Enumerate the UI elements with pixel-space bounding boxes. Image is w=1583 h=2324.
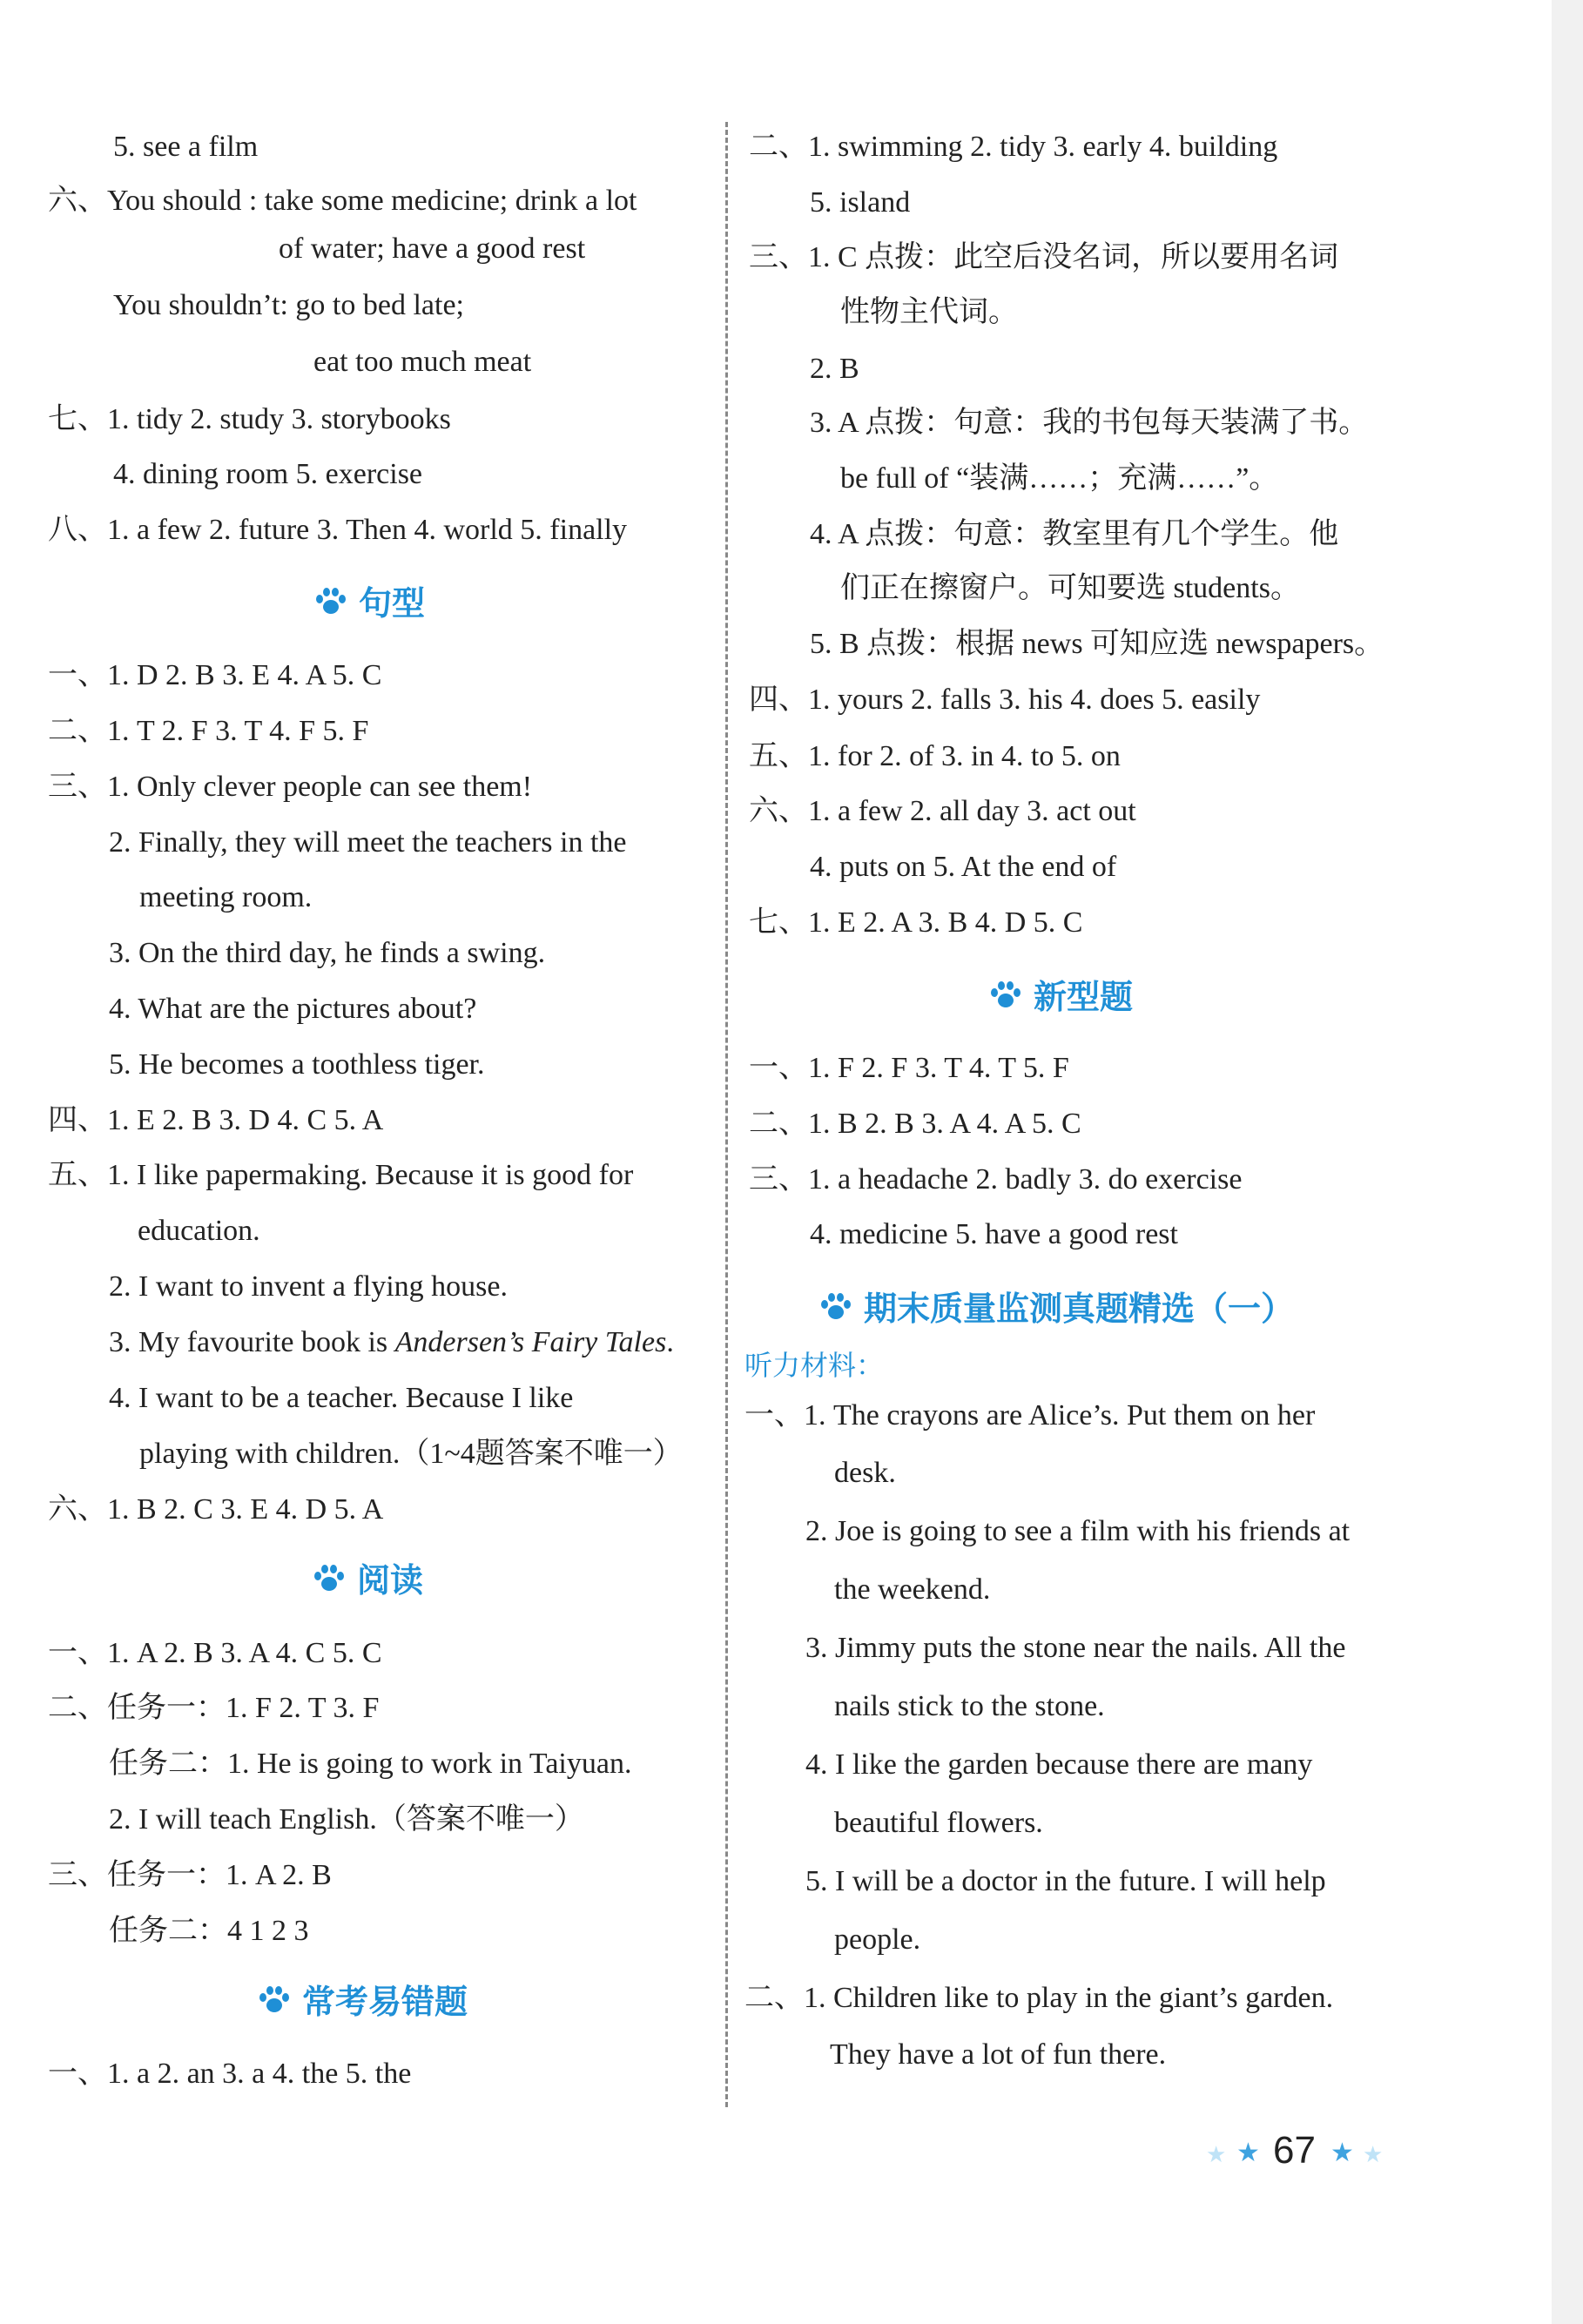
answer-text: 5. He becomes a toothless tiger. <box>109 1048 485 1081</box>
answer-text: 5. island <box>810 186 911 219</box>
answer-line <box>113 454 422 495</box>
answer-line <box>48 1687 379 1729</box>
book-title: Andersen’s Fairy Tales <box>394 1326 667 1358</box>
answer-text: be full of “装满……；充满……”。 <box>840 462 1279 495</box>
answer-line <box>313 341 531 383</box>
answer-line <box>109 988 476 1030</box>
section-heading-text: 阅读 <box>357 1561 424 1600</box>
answer-line <box>48 1155 633 1196</box>
answer-text: 一、1. The crayons are Alice’s. Put them on her <box>744 1399 1316 1431</box>
answer-line <box>810 514 1338 556</box>
answer-text: 三、1. Only clever people can see them! <box>48 771 533 803</box>
section-heading <box>988 975 1133 1019</box>
answer-line <box>48 509 627 551</box>
answer-text: 4. A 点拨：句意：教室里有几个学生。他 <box>810 518 1339 550</box>
answer-text: 二、1. swimming 2. tidy 3. early 4. building <box>749 131 1278 163</box>
page-number: 67 <box>1273 2129 1316 2172</box>
answer-line <box>810 1214 1178 1256</box>
section-heading-text: 常考易错题 <box>302 1983 468 2021</box>
answer-text: 三、任务一：1. A 2. B <box>48 1859 332 1891</box>
paw-icon <box>257 1985 292 2015</box>
answer-line <box>805 1511 1350 1553</box>
answer-text: 三、1. C 点拨：此空后没名词，所以要用名词 <box>749 241 1339 273</box>
answer-line <box>48 655 381 697</box>
answer-text: 2. Joe is going to see a film with his friends at <box>805 1515 1351 1547</box>
answer-line <box>749 736 1121 778</box>
answer-text: 三、1. a headache 2. badly 3. do exercise <box>749 1163 1243 1196</box>
page-edge <box>1552 0 1583 2324</box>
answer-line <box>810 623 1384 665</box>
answer-line <box>830 2034 1166 2076</box>
answer-text: playing with children.（1~4题答案不唯一） <box>139 1438 683 1470</box>
answer-line <box>834 1686 1105 1728</box>
answer-line <box>834 1452 896 1494</box>
answer-text: They have a lot of fun there. <box>830 2038 1167 2071</box>
answer-text: 六、1. a few 2. all day 3. act out <box>749 795 1136 827</box>
answer-text: 五、1. I like papermaking. Because it is good for <box>48 1159 634 1191</box>
answer-line <box>749 237 1338 279</box>
section-heading <box>257 1980 468 2024</box>
answer-line <box>48 1855 332 1896</box>
column-divider <box>725 122 728 2107</box>
answer-text: education. <box>138 1215 260 1247</box>
answer-text: 4. I want to be a teacher. Because I like <box>109 1382 574 1414</box>
answer-line <box>840 568 1300 610</box>
answer-line <box>810 846 1116 888</box>
answer-line <box>805 1861 1326 1903</box>
answer-text: 六、You should : take some medicine; drink a lot <box>48 185 637 217</box>
star-icon: ★ <box>1363 2142 1384 2168</box>
answer-line <box>109 822 627 864</box>
answer-text: 七、1. tidy 2. study 3. storybooks <box>48 403 451 435</box>
answer-text: 五、1. for 2. of 3. in 4. to 5. on <box>749 740 1121 772</box>
answer-line <box>48 1100 383 1142</box>
answer-text: eat too much meat <box>313 346 532 378</box>
answer-line <box>48 399 451 441</box>
answer-text: 2. Finally, they will meet the teachers in the <box>109 826 627 859</box>
answer-text: 七、1. E 2. A 3. B 4. D 5. C <box>749 906 1083 939</box>
answer-text: 一、1. F 2. F 3. T 4. T 5. F <box>749 1052 1069 1084</box>
answer-text: 2. I want to invent a flying house. <box>109 1270 508 1303</box>
answer-text-suffix: . <box>666 1326 674 1358</box>
answer-text: 4. What are the pictures about? <box>109 993 477 1025</box>
answer-line <box>749 1103 1081 1145</box>
answer-text: 4. I like the garden because there are many <box>805 1748 1313 1781</box>
section-heading <box>818 1287 1294 1330</box>
answer-line <box>279 228 585 270</box>
answer-text: 4. medicine 5. have a good rest <box>810 1218 1178 1250</box>
answer-line <box>834 1569 990 1611</box>
answer-line <box>109 933 545 974</box>
answer-text: 任务二：1. He is going to work in Taiyuan. <box>109 1748 632 1780</box>
answer-line <box>840 458 1278 500</box>
answer-text: people. <box>834 1923 921 1956</box>
section-heading <box>312 1559 423 1602</box>
answer-line <box>48 1633 382 1674</box>
paw-icon <box>313 587 348 616</box>
answer-line <box>109 1378 573 1419</box>
answer-line <box>48 711 368 752</box>
section-heading <box>313 582 425 625</box>
paw-icon <box>312 1564 347 1593</box>
answer-line <box>834 1802 1043 1844</box>
answer-line <box>749 126 1277 168</box>
answer-line <box>805 1744 1312 1786</box>
answer-text: 六、1. B 2. C 3. E 4. D 5. A <box>48 1493 384 1526</box>
star-icon: ★ <box>1330 2138 1354 2168</box>
subheading: 听力材料： <box>744 1349 885 1382</box>
answer-line <box>139 877 312 919</box>
answer-line <box>109 1743 631 1785</box>
answer-line <box>139 1433 683 1475</box>
answer-text: 四、1. E 2. B 3. D 4. C 5. A <box>48 1104 384 1136</box>
answer-line <box>138 1210 260 1252</box>
answer-text: desk. <box>834 1457 896 1489</box>
section-heading-text: 句型 <box>359 584 426 623</box>
answer-text: nails stick to the stone. <box>834 1690 1105 1722</box>
answer-text: 5. B 点拨：根据 news 可知应选 newspapers。 <box>810 628 1384 660</box>
answer-line <box>840 292 1018 333</box>
answer-line <box>48 180 637 222</box>
answer-line <box>834 1919 920 1961</box>
answer-line <box>749 1159 1242 1201</box>
answer-text: 二、1. Children like to play in the giant’s garden. <box>744 1982 1334 2014</box>
answer-text: 5. I will be a doctor in the future. I will help <box>805 1865 1326 1897</box>
answer-text: 3. On the third day, he finds a swing. <box>109 937 546 969</box>
answer-line <box>48 766 532 808</box>
answer-line <box>744 1395 1315 1437</box>
answer-text: 性物主代词。 <box>840 296 1018 328</box>
answer-line <box>749 902 1082 944</box>
answer-line <box>749 679 1260 721</box>
answer-text: 们正在擦窗户。可知要选 students。 <box>840 572 1300 604</box>
answer-line <box>109 1266 508 1308</box>
answer-line <box>749 791 1136 832</box>
answer-text: 2. B <box>810 353 859 385</box>
answer-text: meeting room. <box>139 881 313 913</box>
answer-text: 一、1. A 2. B 3. A 4. C 5. C <box>48 1637 382 1669</box>
star-icon: ★ <box>1206 2142 1227 2168</box>
answer-text: 2. I will teach English.（答案不唯一） <box>109 1803 584 1836</box>
section-heading-text: 期末质量监测真题精选（一） <box>864 1290 1295 1328</box>
answer-line <box>744 1977 1333 2019</box>
answer-text: 一、1. a 2. an 3. a 4. the 5. the <box>48 2058 412 2090</box>
answer-text: 二、1. T 2. F 3. T 4. F 5. F <box>48 715 369 747</box>
answer-text: 5. see a film <box>113 131 259 163</box>
answer-text: 四、1. yours 2. falls 3. his 4. does 5. easily <box>749 684 1261 716</box>
answer-line <box>48 2053 411 2095</box>
answer-text: 一、1. D 2. B 3. E 4. A 5. C <box>48 659 382 691</box>
answer-line <box>113 126 258 168</box>
answer-line <box>749 1047 1069 1089</box>
answer-line <box>113 285 464 327</box>
answer-text: 3. A 点拨：句意：我的书包每天装满了书。 <box>810 407 1369 439</box>
answer-line <box>109 1799 584 1841</box>
answer-text: the weekend. <box>834 1573 991 1606</box>
section-heading-text: 新型题 <box>1034 978 1134 1016</box>
answer-text: 八、1. a few 2. future 3. Then 4. world 5. finally <box>48 514 628 546</box>
answer-line <box>810 348 859 390</box>
answer-line <box>48 1489 383 1531</box>
star-icon: ★ <box>1236 2138 1260 2168</box>
answer-line <box>109 1910 309 1952</box>
paw-icon <box>818 1292 853 1322</box>
answer-text: of water; have a good rest <box>279 232 586 265</box>
answer-text: beautiful flowers. <box>834 1807 1043 1839</box>
answer-line <box>810 402 1368 444</box>
answer-text: 3. My favourite book is <box>109 1326 395 1358</box>
answer-text: 4. dining room 5. exercise <box>113 458 423 490</box>
paw-icon <box>988 980 1023 1010</box>
answer-line <box>109 1322 674 1364</box>
answer-text: 4. puts on 5. At the end of <box>810 851 1117 883</box>
answer-text: You shouldn’t: go to bed late; <box>113 289 464 321</box>
answer-text: 二、1. B 2. B 3. A 4. A 5. C <box>749 1108 1081 1140</box>
answer-line <box>810 182 910 224</box>
answer-line <box>805 1627 1345 1669</box>
answer-text: 3. Jimmy puts the stone near the nails. All the <box>805 1632 1346 1664</box>
answer-line <box>109 1044 485 1086</box>
answer-text: 二、任务一：1. F 2. T 3. F <box>48 1692 380 1724</box>
answer-text: 任务二：4 1 2 3 <box>109 1915 309 1947</box>
